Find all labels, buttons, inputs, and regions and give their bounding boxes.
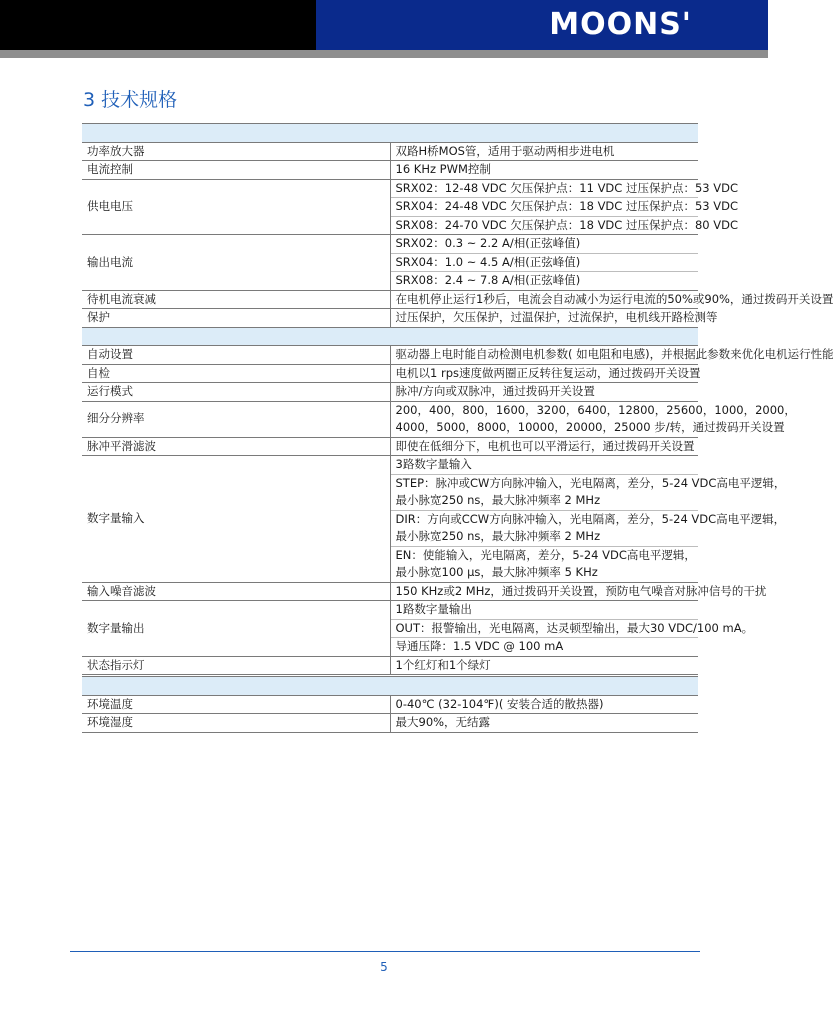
table-row xyxy=(82,582,698,601)
table-row xyxy=(82,309,698,328)
table-row xyxy=(82,346,698,365)
spec-label: 供电电压 xyxy=(82,179,390,235)
spec-value: 最大90%，无结露 xyxy=(390,714,698,733)
spec-value: 电机以1 rps速度做两圈正反转往复运动，通过拨码开关设置 xyxy=(390,364,698,383)
spec-value: 1个红灯和1个绿灯 xyxy=(390,656,698,675)
spec-label: 数字量输出 xyxy=(82,601,390,657)
table-row xyxy=(82,601,698,620)
moons-logo: MOONS' xyxy=(549,7,692,42)
spec-value: STEP：脉冲或CW方向脉冲输入，光电隔离，差分，5-24 VDC高电平逻辑， xyxy=(395,475,786,490)
spec-value: SRX08：24-70 VDC 欠压保护点：18 VDC 过压保护点：80 VDC xyxy=(390,216,698,235)
header-gray-stripe xyxy=(0,50,768,58)
spec-value: DIR：方向或CCW方向脉冲输入，光电隔离，差分，5-24 VDC高电平逻辑， xyxy=(395,511,786,526)
spec-value: 在电机停止运行1秒后，电流会自动减小为运行电流的50%或90%，通过拨码开关设置 xyxy=(390,290,698,309)
table-row xyxy=(82,401,698,419)
spec-label: 保护 xyxy=(82,309,390,328)
table-row xyxy=(82,290,698,309)
spec-label: 运行模式 xyxy=(82,383,390,402)
spec-value: 200，400，800，1600，3200，6400，12800，25600，1000，2000， xyxy=(395,402,796,417)
spec-table xyxy=(82,123,834,733)
spec-value: 导通压降：1.5 VDC @ 100 mA xyxy=(390,638,698,657)
spec-label: 状态指示灯 xyxy=(82,656,390,675)
spec-value: 3路数字量输入 xyxy=(390,456,698,475)
spec-value: 即使在低细分下，电机也可以平滑运行，通过拨码开关设置 xyxy=(390,437,698,456)
spec-label: 环境湿度 xyxy=(82,714,390,733)
table-row xyxy=(82,179,698,198)
header-black-bar xyxy=(0,0,316,50)
spec-value: SRX08：2.4 ~ 7.8 A/相(正弦峰值) xyxy=(390,272,698,291)
table-row xyxy=(82,383,698,402)
footer-divider xyxy=(70,951,700,952)
table-row xyxy=(82,142,698,161)
spec-value: 4000，5000，8000，10000，20000，25000 步/转，通过拨码开关设置 xyxy=(390,419,698,437)
table-row xyxy=(82,437,698,456)
spec-value: 脉冲/方向或双脉冲，通过拨码开关设置 xyxy=(390,383,698,402)
spec-value: SRX02：12-48 VDC 欠压保护点：11 VDC 过压保护点：53 VDC xyxy=(390,179,698,198)
spec-label: 功率放大器 xyxy=(82,142,390,161)
table-row xyxy=(82,235,698,254)
table-row xyxy=(82,695,698,714)
spec-label: 输出电流 xyxy=(82,235,390,291)
spec-label: 自检 xyxy=(82,364,390,383)
section-title: 3 技术规格 xyxy=(83,89,178,111)
spec-label: 脉冲平滑滤波 xyxy=(82,437,390,456)
spec-value: 过压保护，欠压保护，过温保护，过流保护，电机线开路检测等 xyxy=(390,309,698,328)
spec-value: 150 KHz或2 MHz，通过拨码开关设置，预防电气噪音对脉冲信号的干扰 xyxy=(390,582,698,601)
spec-value: SRX04：24-48 VDC 欠压保护点：18 VDC 过压保护点：53 VDC xyxy=(390,198,698,217)
spec-label: 待机电流衰减 xyxy=(82,290,390,309)
spec-value: EN：使能输入，光电隔离，差分，5-24 VDC高电平逻辑， xyxy=(395,547,696,562)
spec-value: SRX04：1.0 ~ 4.5 A/相(正弦峰值) xyxy=(390,253,698,272)
section-band-driver xyxy=(82,124,698,143)
spec-value: 最小脉宽100 μs，最大脉冲频率 5 KHz xyxy=(390,564,698,582)
spec-label: 数字量输入 xyxy=(82,456,390,583)
spec-value: 最小脉宽250 ns，最大脉冲频率 2 MHz xyxy=(390,528,698,546)
spec-label: 自动设置 xyxy=(82,346,390,365)
spec-label: 细分分辨率 xyxy=(82,401,390,437)
spec-label: 输入噪音滤波 xyxy=(82,582,390,601)
table-row xyxy=(82,364,698,383)
spec-label: 电流控制 xyxy=(82,161,390,180)
table-row xyxy=(82,656,698,675)
spec-label: 环境温度 xyxy=(82,695,390,714)
spec-value: 0-40℃ (32-104℉)( 安装合适的散热器) xyxy=(390,695,698,714)
spec-value: 最小脉宽250 ns，最大脉冲频率 2 MHz xyxy=(390,492,698,510)
spec-value: 16 KHz PWM控制 xyxy=(390,161,698,180)
table-row xyxy=(82,161,698,180)
section-band-control xyxy=(82,327,698,346)
page-number: 5 xyxy=(380,960,388,974)
table-row xyxy=(82,456,698,475)
spec-value: OUT：报警输出，光电隔离，达灵顿型输出，最大30 VDC/100 mA。 xyxy=(390,619,698,638)
spec-value: SRX02：0.3 ~ 2.2 A/相(正弦峰值) xyxy=(390,235,698,254)
table-row xyxy=(82,714,698,733)
spec-value: 1路数字量输出 xyxy=(390,601,698,620)
spec-value: 驱动器上电时能自动检测电机参数( 如电阻和电感)，并根据此参数来优化电机运行性能 xyxy=(390,346,698,365)
section-band-environment xyxy=(82,677,698,696)
spec-value: 双路H桥MOS管，适用于驱动两相步进电机 xyxy=(390,142,698,161)
header-blue-bar xyxy=(316,0,768,50)
